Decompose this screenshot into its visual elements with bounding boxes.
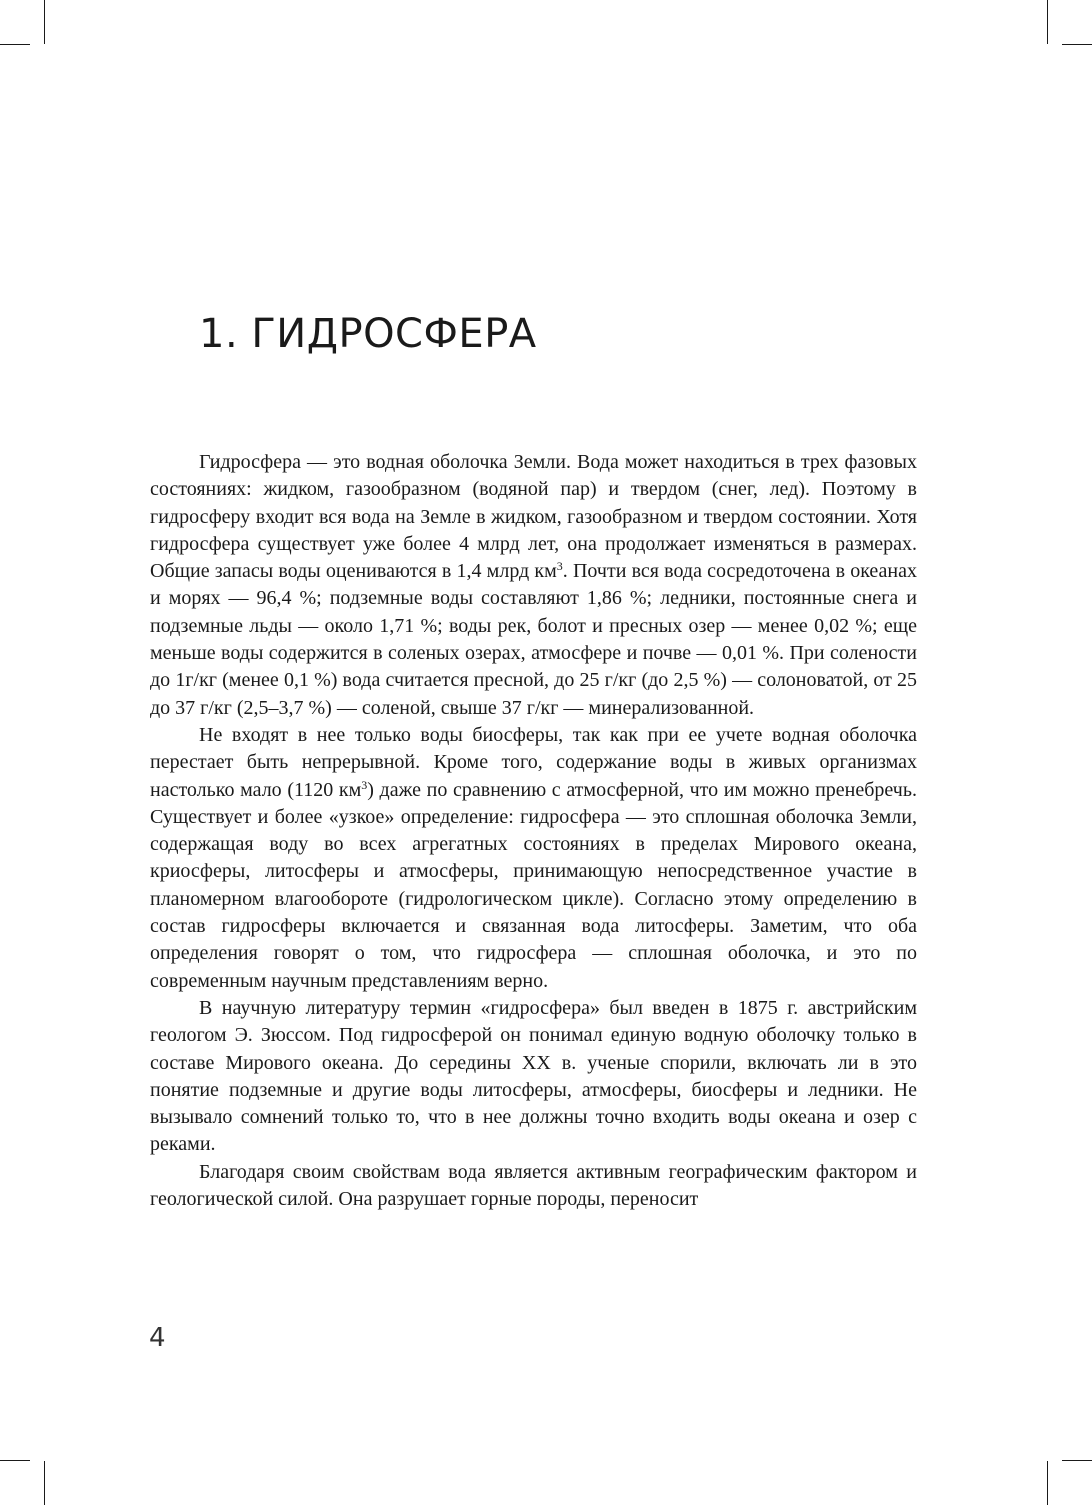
paragraph-2-superscript: 3: [361, 777, 368, 792]
paragraph-1-text-a: Гидросфера — это водная оболочка Земли. Вода может находиться в трех фазовых состояниях: жидком, газообразном (водяной пар) и твердом (снег, лед). Поэтому в гидросферу входит вся вода на Земле в жидком, газообразном и твердом состоянии. Хотя гидросфера существует уже более 4 млрд лет, она продолжает изменяться в размерах. Общие запасы воды оцениваются в 1,4 млрд км: [150, 451, 917, 583]
crop-mark-bottom-left-horizontal: [0, 1460, 30, 1461]
paragraph-1-text-b: . Почти вся вода сосредоточена в океанах и морях — 96,4 %; подземные воды составляют 1,86 %; ледники, постоянные снега и подземные льды — около 1,71 %; воды рек, болот и пресных озер — менее 0,02 %; еще меньше воды содержится в соленых озерах, атмосфере и почве — 0,01 %. При солености до 1г/кг (менее 0,1 %) вода считается пресной, до 25 г/кг (до 2,5 %) — солоноватой, от 25 до 37 г/кг (2,5–3,7 %) — соленой, свыше 37 г/кг — минерализованной.: [150, 560, 918, 719]
crop-mark-bottom-right-vertical: [1047, 1461, 1048, 1505]
paragraph-4: Благодаря своим свойствам вода является активным географическим фактором и геологической силой. Она разрушает горные породы, переносит: [150, 1160, 917, 1211]
paragraph-2-text-b: ) даже по сравнению с атмосферной, что им можно пренебречь. Существует и более «узкое» определение: гидросфера — это сплошная оболочка Земли, содержащая воду во всех агрегатных состояниях в пределах Мирового океана, криосферы, литосферы и атмосферы, принимающую непосредственное участие в планомерном влагообороте (гидрологическом цикле). Согласно этому определению в состав гидросферы включается и связанная вода литосферы. Заметим, что оба определения говорят о том, что гидросфера — сплошная оболочка, и это по современным научным представлениям верно.: [150, 778, 917, 992]
paragraph-2: [150, 722, 917, 995]
crop-mark-top-right-horizontal: [1062, 44, 1092, 45]
crop-mark-top-left-horizontal: [0, 44, 30, 45]
paragraph-3: В научную литературу термин «гидросфера» был введен в 1875 г. австрийским геологом Э. Зюссом. Под гидросферой он понимал единую водную оболочку только в составе Мирового океана. До середины XX в. ученые спорили, включать ли в это понятие подземные и другие воды литосферы, атмосферы, биосферы и ледники. Не вызывало сомнений только то, что в нее должны точно входить воды океана и озер с реками.: [150, 996, 917, 1156]
body-text: [150, 449, 917, 1213]
paragraph-2-text-a: Не входят в нее только воды биосферы, так как при ее учете водная оболочка перестает быть непрерывной. Кроме того, содержание воды в живых организмах настолько мало (1120 км: [150, 723, 917, 801]
crop-mark-bottom-right-horizontal: [1062, 1460, 1092, 1461]
paragraph-1-superscript: 3: [556, 559, 563, 574]
chapter-title: 1. ГИДРОСФЕРА: [199, 311, 537, 357]
crop-mark-top-right-vertical: [1047, 0, 1048, 44]
page-number: 4: [149, 1323, 166, 1353]
paragraph-1: [150, 449, 917, 722]
crop-mark-bottom-left-vertical: [44, 1461, 45, 1505]
crop-mark-top-left-vertical: [44, 0, 45, 44]
